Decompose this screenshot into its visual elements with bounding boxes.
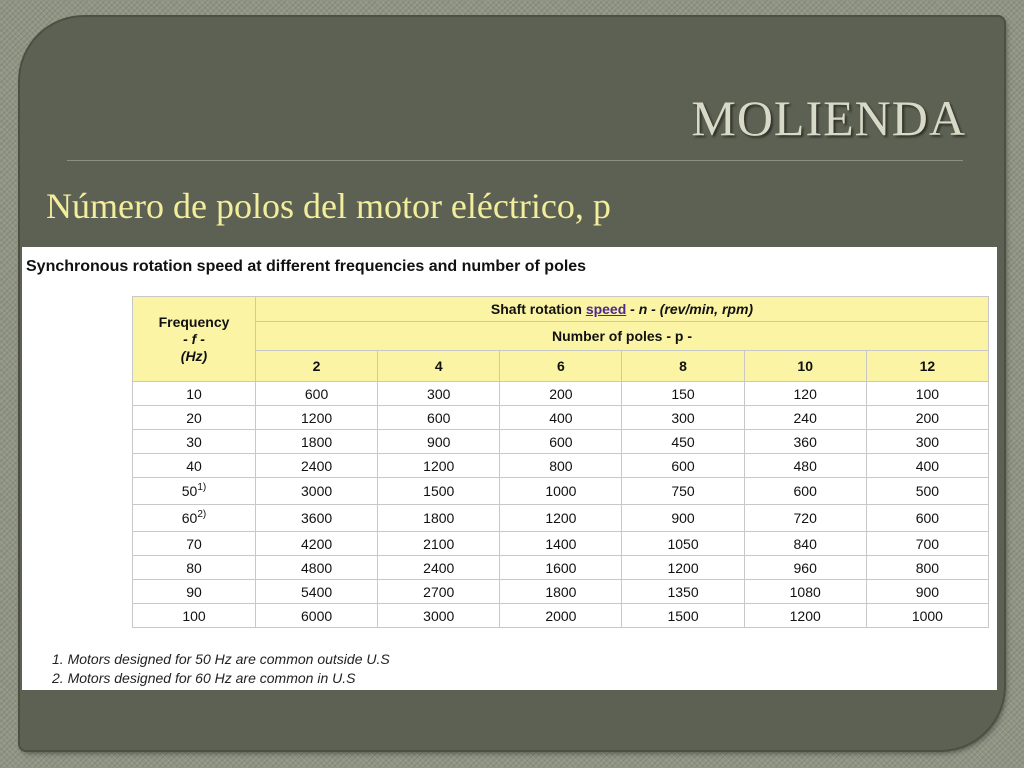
speed-cell: 600 — [622, 454, 744, 478]
table-caption: Synchronous rotation speed at different frequencies and number of poles — [26, 258, 587, 275]
slide-frame — [20, 17, 1004, 750]
frequency-cell — [133, 556, 256, 580]
frequency-value: 70 — [186, 535, 202, 552]
frequency-value: 50 — [181, 483, 198, 499]
speed-cell: 5400 — [256, 580, 378, 604]
pole-header-cell: 4 — [378, 351, 500, 382]
frequency-cell — [133, 406, 256, 430]
table-row — [133, 505, 989, 532]
frequency-value: 30 — [186, 433, 202, 450]
footnote-marker: 1) — [197, 482, 207, 493]
frequency-cell — [133, 604, 256, 628]
table-row — [133, 454, 989, 478]
frequency-cell — [133, 532, 256, 556]
speed-cell: 300 — [866, 430, 988, 454]
speed-cell: 1200 — [622, 556, 744, 580]
speed-cell: 1050 — [622, 532, 744, 556]
footnote-marker: 2) — [197, 509, 207, 520]
speed-cell: 840 — [744, 532, 866, 556]
speed-cell: 2400 — [256, 454, 378, 478]
frequency-cell — [133, 580, 256, 604]
speed-cell: 2000 — [500, 604, 622, 628]
speed-cell: 960 — [744, 556, 866, 580]
frequency-value: 100 — [182, 607, 206, 624]
speed-cell: 360 — [744, 430, 866, 454]
speed-cell: 2700 — [378, 580, 500, 604]
speed-cell: 1800 — [378, 505, 500, 532]
slide-subtitle: Número de polos del motor eléctrico, p — [46, 186, 611, 226]
frequency-header-line3: (Hz) — [180, 347, 208, 364]
speed-cell: 2400 — [378, 556, 500, 580]
speed-cell: 750 — [622, 478, 744, 505]
frequency-cell — [133, 382, 256, 406]
speed-cell: 200 — [866, 406, 988, 430]
slide-title: MOLIENDA — [691, 90, 966, 146]
speed-cell: 150 — [622, 382, 744, 406]
speed-cell: 2100 — [378, 532, 500, 556]
speed-cell: 600 — [256, 382, 378, 406]
speed-cell: 1000 — [500, 478, 622, 505]
frequency-header-line1: Frequency — [158, 313, 230, 330]
speed-cell: 400 — [866, 454, 988, 478]
speed-cell: 1080 — [744, 580, 866, 604]
speed-cell: 200 — [500, 382, 622, 406]
pole-header-cell: 8 — [622, 351, 744, 382]
footnote-2: 2. Motors designed for 60 Hz are common in U.S — [52, 670, 356, 686]
footnotes — [52, 650, 390, 688]
pole-header-cell: 2 — [256, 351, 378, 382]
speed-cell: 400 — [500, 406, 622, 430]
speed-cell: 120 — [744, 382, 866, 406]
title-divider — [67, 160, 963, 161]
table-row — [133, 406, 989, 430]
speed-cell: 600 — [744, 478, 866, 505]
speed-cell: 1200 — [744, 604, 866, 628]
frequency-value: 10 — [186, 385, 202, 402]
speed-cell: 720 — [744, 505, 866, 532]
speed-cell: 1200 — [378, 454, 500, 478]
speed-cell: 3000 — [378, 604, 500, 628]
speed-cell: 900 — [866, 580, 988, 604]
speed-cell: 900 — [378, 430, 500, 454]
speed-cell: 1350 — [622, 580, 744, 604]
poles-row — [133, 351, 989, 382]
speed-cell: 800 — [866, 556, 988, 580]
speed-cell: 1500 — [378, 478, 500, 505]
speed-cell: 1000 — [866, 604, 988, 628]
speed-cell: 1500 — [622, 604, 744, 628]
footnote-1: 1. Motors designed for 50 Hz are common outside U.S — [52, 651, 390, 667]
speed-cell: 1600 — [500, 556, 622, 580]
speed-cell: 600 — [500, 430, 622, 454]
speed-cell: 500 — [866, 478, 988, 505]
speed-cell: 1800 — [256, 430, 378, 454]
speed-cell: 600 — [378, 406, 500, 430]
table-row — [133, 556, 989, 580]
table-row — [133, 580, 989, 604]
speed-cell: 4200 — [256, 532, 378, 556]
speed-cell: 300 — [378, 382, 500, 406]
frequency-value: 40 — [186, 457, 202, 474]
speed-cell: 700 — [866, 532, 988, 556]
speed-cell: 1200 — [500, 505, 622, 532]
speed-cell: 900 — [622, 505, 744, 532]
frequency-cell — [133, 505, 256, 532]
pole-header-cell: 12 — [866, 351, 988, 382]
speed-cell: 480 — [744, 454, 866, 478]
table-row — [133, 478, 989, 505]
table-row — [133, 604, 989, 628]
rotation-speed-table — [132, 296, 989, 628]
speed-cell: 3600 — [256, 505, 378, 532]
frequency-cell — [133, 478, 256, 505]
speed-cell: 6000 — [256, 604, 378, 628]
frequency-cell — [133, 430, 256, 454]
frequency-cell — [133, 454, 256, 478]
shaft-speed-prefix: Shaft rotation — [490, 301, 586, 317]
speed-cell: 1400 — [500, 532, 622, 556]
frequency-value: 90 — [186, 583, 202, 600]
frequency-value: 20 — [186, 409, 202, 426]
speed-cell: 1200 — [256, 406, 378, 430]
speed-cell: 100 — [866, 382, 988, 406]
poles-header: Number of poles - p - — [256, 322, 989, 351]
pole-header-cell: 10 — [744, 351, 866, 382]
speed-cell: 300 — [622, 406, 744, 430]
speed-cell: 600 — [866, 505, 988, 532]
frequency-header-line2: - f - — [183, 330, 205, 347]
table-row — [133, 430, 989, 454]
table-panel — [22, 247, 997, 690]
speed-cell: 240 — [744, 406, 866, 430]
speed-cell: 450 — [622, 430, 744, 454]
speed-cell: 3000 — [256, 478, 378, 505]
frequency-value: 60 — [181, 510, 198, 526]
speed-cell: 1800 — [500, 580, 622, 604]
frequency-header — [133, 297, 256, 382]
table-row — [133, 532, 989, 556]
speed-cell: 4800 — [256, 556, 378, 580]
speed-cell: 800 — [500, 454, 622, 478]
shaft-speed-suffix: - n - (rev/min, rpm) — [626, 301, 754, 317]
speed-link[interactable]: speed — [585, 301, 627, 317]
table-row — [133, 382, 989, 406]
table-body — [133, 382, 989, 628]
pole-header-cell: 6 — [500, 351, 622, 382]
shaft-speed-header — [256, 297, 989, 322]
frequency-value: 80 — [186, 559, 202, 576]
